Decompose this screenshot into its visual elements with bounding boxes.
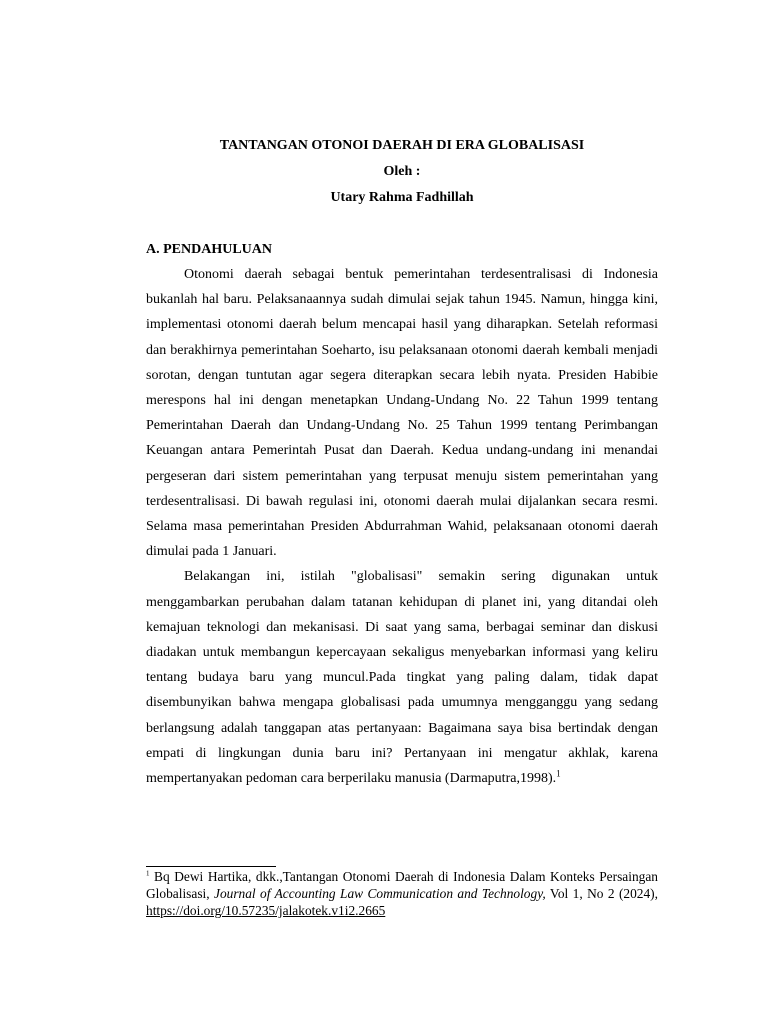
document-body: [146, 133, 658, 791]
section-heading: A. PENDAHULUAN: [146, 242, 272, 257]
footnote-mark: 1: [146, 869, 150, 878]
doi-link[interactable]: https://doi.org/10.57235/jalakotek.v1i2.2665: [146, 903, 386, 918]
title-block: [146, 133, 658, 211]
author-name: Utary Rahma Fadhillah: [330, 190, 474, 205]
paragraph-2: [146, 564, 658, 791]
footnote-volume: Vol 1, No 2 (2024),: [545, 886, 658, 901]
footnote-separator: [146, 866, 276, 867]
footnote: [146, 868, 658, 919]
footnote-reference[interactable]: 1: [556, 768, 561, 779]
footnote-citation: Bq Dewi Hartika, dkk.,Tantangan Otonomi Daerah di Indonesia Dalam Konteks Persaingan Globalisasi,: [146, 869, 658, 901]
byline-label: Oleh :: [383, 164, 421, 179]
document-title: TANTANGAN OTONOI DAERAH DI ERA GLOBALISASI: [219, 138, 585, 153]
paragraph-2-text: Belakangan ini, istilah "globalisasi" semakin sering digunakan untuk menggambarkan perubahan dalam tatanan kehidupan di planet ini, yang ditandai oleh kemajuan teknologi dan mekanisasi. Di saat yang sama, berbagai seminar dan diskusi diadakan untuk membangun kepercayaan sekaligus menyebarkan informasi yang keliru tentang budaya baru yang muncul.Pada tingkat yang paling dalam, tidak dapat disembunyikan bahwa mengapa globalisasi pada umumnya mengganggu yang sedang berlangsung adalah tanggapan atas pertanyaan: Bagaimana saya bisa bertindak dengan empati di lingkungan dunia baru ini? Pertanyaan ini mengatur akhlak, karena mempertanyakan pedoman cara berperilaku manusia (Darmaputra,1998).: [146, 569, 658, 787]
paragraph-1: Otonomi daerah sebagai bentuk pemerintahan terdesentralisasi di Indonesia bukanlah hal baru. Pelaksanaannya sudah dimulai sejak tahun 1945. Namun, hingga kini, implementasi otonomi daerah belum mencapai hasil yang diharapkan. Setelah reformasi dan berakhirnya pemerintahan Soeharto, isu pelaksanaan otonomi daerah kembali menjadi sorotan, dengan tuntutan agar segera diterapkan secara lebih nyata. Presiden Habibie merespons hal ini dengan menetapkan Undang-Undang No. 22 Tahun 1999 tentang Pemerintahan Daerah dan Undang-Undang No. 25 Tahun 1999 tentang Perimbangan Keuangan antara Pemerintah Pusat dan Daerah. Kedua undang-undang ini menandai pergeseran dari sistem pemerintahan yang terpusat menuju sistem pemerintahan yang terdesentralisasi. Di bawah regulasi ini, otonomi daerah mulai dijalankan secara resmi. Selama masa pemerintahan Presiden Abdurrahman Wahid, pelaksanaan otonomi daerah dimulai pada 1 Januari.: [146, 267, 658, 560]
footnote-journal: Journal of Accounting Law Communication and Technology,: [214, 886, 546, 901]
